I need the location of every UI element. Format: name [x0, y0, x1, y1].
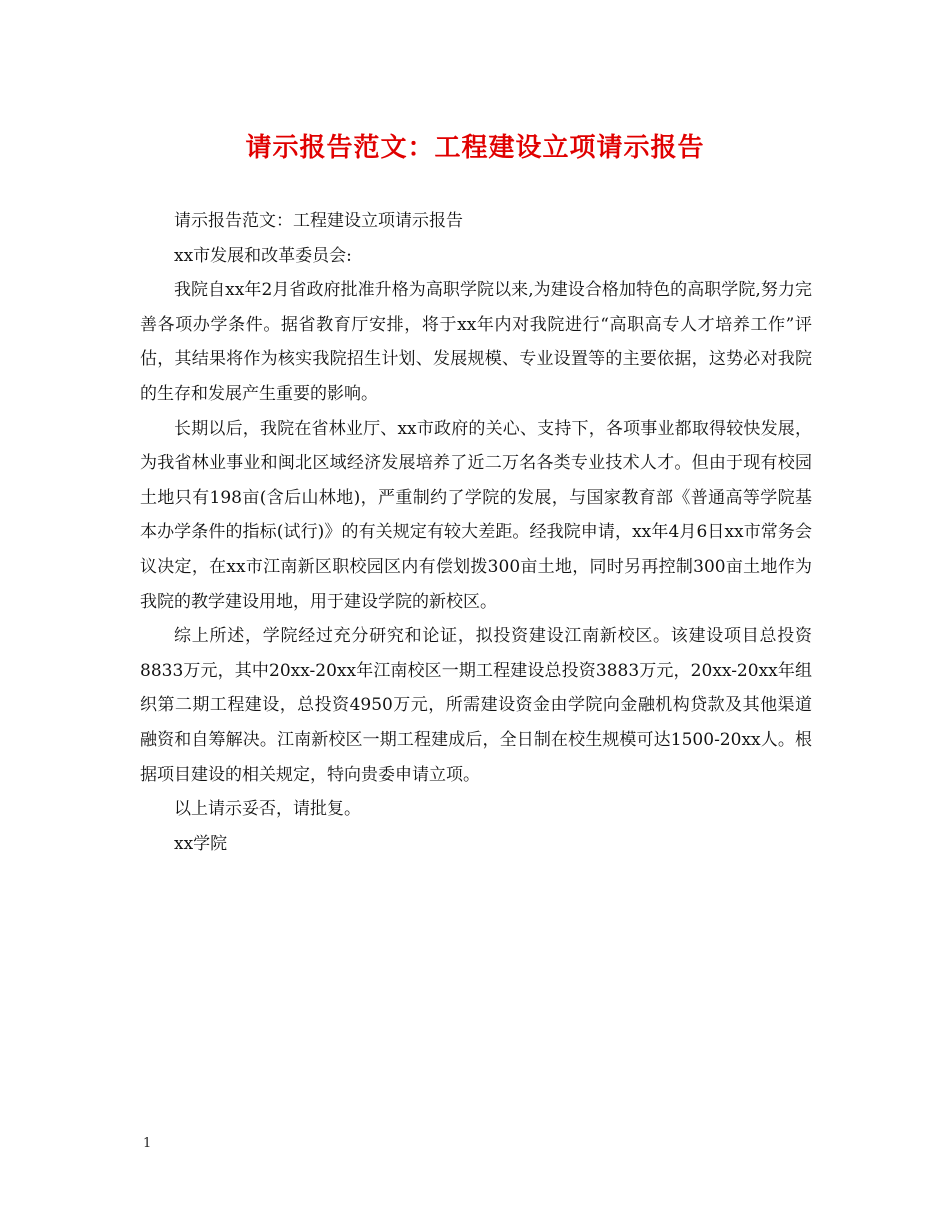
paragraph-addressee: xx市发展和改革委员会:	[174, 245, 352, 266]
document-title: 请示报告范文：工程建设立项请示报告	[245, 133, 705, 163]
paragraph-investment-plan: 综上所述，学院经过充分研究和论证，拟投资建设江南新校区。该建设项目总投资8833万元，其中20xx-20xx年江南校区一期工程建设总投资3883万元，20xx-20xx年组织第二期工程建设，总投资4950万元，所需建设资金由学院向金融机构贷款及其他渠道融资和自筹解决。江南新校区一期工程建成后，全日制在校生规模可达1500-20xx人。根据项目建设的相关规定，特向贵委申请立项。	[140, 626, 812, 785]
paragraph-background: 我院自xx年2月省政府批准升格为高职学院以来,为建设合格加特色的高职学院,努力完善各项办学条件。据省教育厅安排，将于xx年内对我院进行“高职高专人才培养工作”评估，其结果将作为核实我院招生计划、发展规模、专业设置等的主要依据，这势必对我院的生存和发展产生重要的影响。	[140, 280, 812, 404]
paragraph-signature: xx学院	[174, 833, 228, 854]
page-number: 1	[143, 1136, 152, 1151]
paragraph-request-approval: 以上请示妥否，请批复。	[174, 799, 361, 820]
paragraph-heading-repeat: 请示报告范文：工程建设立项请示报告	[174, 211, 463, 231]
paragraph-land-allocation: 长期以后，我院在省林业厅、xx市政府的关心、支持下，各项事业都取得较快发展，为我省林业事业和闽北区域经济发展培养了近二万名各类专业技术人才。但由于现有校园土地只有198亩(含后山林地)，严重制约了学院的发展，与国家教育部《普通高等学院基本办学条件的指标(试行)》的有关规定有较大差距。经我院申请，xx年4月6日xx市常务会议决定，在xx市江南新区职校园区内有偿划拨300亩土地，同时另再控制300亩土地作为我院的教学建设用地，用于建设学院的新校区。	[140, 418, 812, 612]
document-body	[140, 204, 812, 861]
